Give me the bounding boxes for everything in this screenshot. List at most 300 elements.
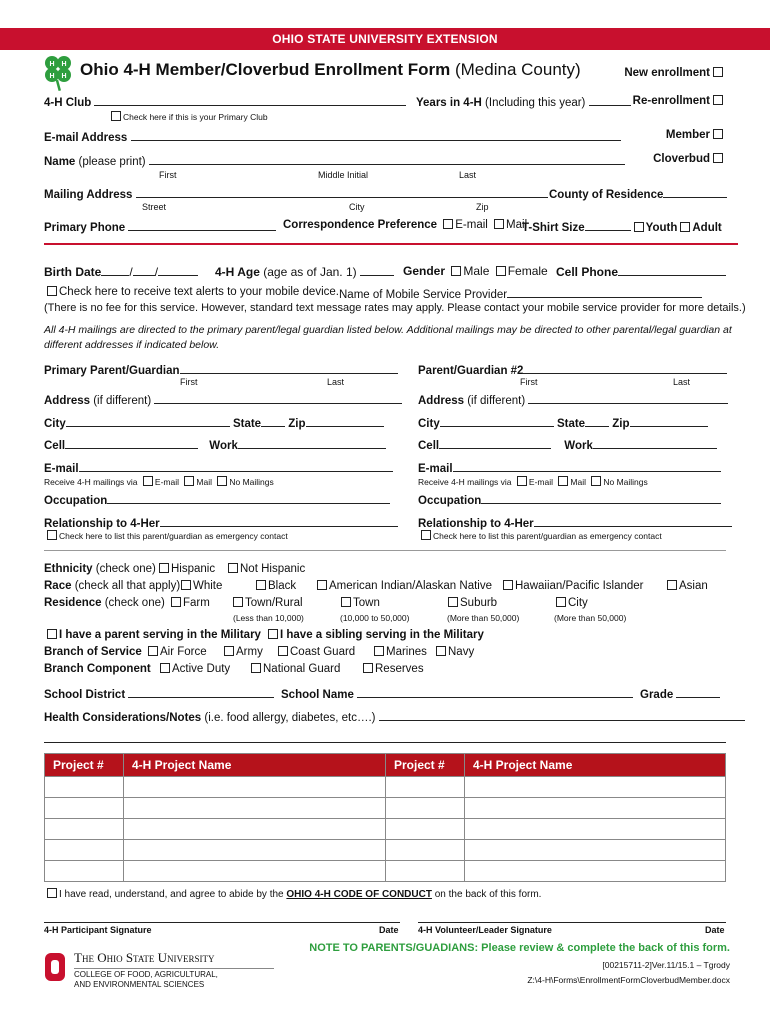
health-note: (i.e. food allergy, diabetes, etc….) [201,712,376,724]
pg-first-hint: First [180,377,198,387]
town-label: Town [353,597,380,609]
pg-r-email: E-mail [154,477,180,487]
checkbox-icon[interactable] [443,219,453,229]
checkbox-icon[interactable] [591,476,601,486]
sibling-military-check[interactable] [265,629,484,641]
participant-signature-line[interactable] [44,922,400,923]
project-table [44,753,726,882]
table-row[interactable] [45,798,726,819]
table-cell[interactable] [45,798,124,819]
white-label: White [193,580,223,592]
g2-occupation-field[interactable] [418,492,721,507]
checkbox-icon[interactable] [341,597,351,607]
birth-day-line[interactable] [133,264,155,276]
birth-month-line[interactable] [101,264,129,276]
primary-guardian-field[interactable] [44,362,398,377]
g2-relationship-line[interactable] [534,515,732,527]
g2-email-line[interactable] [453,460,721,472]
pg-work-line[interactable] [238,437,386,449]
version-ref: [00215711-2]Ver.11/15.1 – Tgrody [602,960,730,970]
checkbox-icon[interactable] [228,563,238,573]
pg-state-line[interactable] [261,415,285,427]
checkbox-icon[interactable] [713,67,723,77]
table-cell[interactable] [124,798,386,819]
g2-phone-row [418,437,717,452]
health-line-1[interactable] [379,709,745,721]
army-option[interactable] [221,646,263,658]
town-rural-option[interactable] [230,597,303,609]
primary-phone-field[interactable] [44,219,276,234]
table-cell[interactable] [386,840,465,861]
suburb-sub: (More than 50,000) [447,613,520,623]
suburb-option[interactable] [445,597,497,609]
g2-relationship-field[interactable] [418,515,732,530]
not-hispanic-label: Not Hispanic [240,563,306,575]
g2-occupation-label: Occupation [418,495,482,507]
birth-date-field[interactable]: Birth Date / / [44,264,198,279]
youth-label: Youth [645,222,678,234]
checkbox-icon[interactable] [713,95,723,105]
checkbox-icon[interactable] [680,222,690,232]
native-option[interactable] [314,580,492,592]
email-input-line[interactable] [131,129,621,141]
project-header-row [45,754,726,777]
checkbox-icon[interactable] [256,580,266,590]
agree-text-end: on the back of this form. [431,889,542,900]
reserves-option[interactable] [360,663,424,675]
osu-block-o-icon [44,952,66,982]
table-cell[interactable] [465,840,726,861]
volunteer-signature-line[interactable] [418,922,726,923]
active-duty-label: Active Duty [172,663,231,675]
checkbox-icon[interactable] [517,476,527,486]
svg-text:H: H [61,73,67,80]
reserves-label: Reserves [375,663,424,675]
col-project-name-2: 4-H Project Name [465,754,726,777]
section-divider [44,550,726,551]
pg-receive-row [44,476,274,487]
city-option[interactable] [553,597,588,609]
g2-zip-label: Zip [612,418,630,430]
checkbox-icon[interactable] [251,663,261,673]
title-main: Ohio 4-H Member/Cloverbud Enrollment Form [80,60,451,79]
table-cell[interactable] [124,777,386,798]
table-cell[interactable] [465,861,726,882]
coast-guard-option[interactable] [275,646,355,658]
email-field[interactable] [44,129,621,144]
checkbox-icon[interactable] [503,580,513,590]
email-label: E-mail Address [44,132,128,144]
table-cell[interactable] [386,777,465,798]
hispanic-option[interactable] [156,563,215,575]
component-label: Branch Component [44,663,151,675]
navy-label: Navy [448,646,475,658]
name-input-line[interactable] [149,153,625,165]
re-enrollment-label: Re-enrollment [632,95,710,107]
participant-sig-label: 4-H Participant Signature [44,925,152,935]
tshirt-label: T-Shirt Size [522,222,585,234]
birth-year-line[interactable] [158,264,198,276]
table-cell[interactable] [386,798,465,819]
gender-label: Gender [403,264,446,278]
second-guardian-field[interactable] [418,362,727,377]
checkbox-icon[interactable] [143,476,153,486]
cell-phone-field[interactable] [556,264,726,279]
club-label: 4-H Club [44,97,92,109]
active-duty-option[interactable] [157,663,230,675]
phone-label: Primary Phone [44,222,126,234]
table-cell[interactable] [465,798,726,819]
checkbox-icon[interactable] [556,597,566,607]
pg-address-note: (if different) [90,395,152,407]
pg-email-line[interactable] [79,460,393,472]
city-sub: (More than 50,000) [554,613,627,623]
county-input-line[interactable] [663,186,727,198]
table-cell[interactable] [465,777,726,798]
osu-college-line2: AND ENVIRONMENTAL SCIENCES [74,980,205,989]
checkbox-icon[interactable] [558,476,568,486]
osu-college-line1: COLLEGE OF FOOD, AGRICULTURAL, [74,970,218,979]
cell-input-line[interactable] [618,264,726,276]
pg-zip-label: Zip [288,418,306,430]
checkbox-icon[interactable] [159,563,169,573]
checkbox-icon[interactable] [160,663,170,673]
national-guard-option[interactable] [248,663,340,675]
pg-zip-line[interactable] [306,415,384,427]
osu-divider [74,968,274,969]
member-option[interactable] [666,129,725,141]
checkbox-icon[interactable] [448,597,458,607]
name-label: Name [44,156,76,168]
g2-relationship-label: Relationship to 4-Her [418,518,534,530]
checkbox-icon[interactable] [233,597,243,607]
table-row[interactable] [45,861,726,882]
checkbox-icon[interactable] [47,888,57,898]
text-alerts-check[interactable] [44,286,339,298]
pg-r-none: No Mailings [229,477,274,487]
volunteer-date-label: Date [705,925,725,935]
asian-option[interactable] [664,580,708,592]
primary-club-check[interactable] [108,111,268,122]
marines-option[interactable] [371,646,427,658]
checkbox-icon[interactable] [181,580,191,590]
member-label: Member [665,129,710,141]
participant-date-label: Date [379,925,399,935]
checkbox-icon[interactable] [268,629,278,639]
checkbox-icon[interactable] [47,530,57,540]
ethnicity-row [44,563,156,575]
native-label: American Indian/Alaskan Native [329,580,492,592]
pg-r-mail: Mail [196,477,212,487]
ethnicity-note: (check one) [92,563,156,575]
pg-occupation-label: Occupation [44,495,108,507]
g2-emergency-label: Check here to list this parent/guardian as emergency contact [433,531,662,541]
g2-address-label: Address [418,395,465,407]
pg-email-field[interactable] [44,460,393,475]
army-label: Army [236,646,263,658]
years-input-line[interactable] [589,94,631,106]
mailing-note-line2: different addresses if indicated below. [44,339,220,351]
years-note: (Including this year) [481,97,586,109]
g2-r-email: E-mail [528,477,554,487]
checkbox-icon[interactable] [436,646,446,656]
tshirt-input-line[interactable] [585,219,631,231]
pg-emergency-label: Check here to list this parent/guardian as emergency contact [59,531,288,541]
checkbox-icon[interactable] [278,646,288,656]
checkbox-icon[interactable] [421,530,431,540]
pg-last-hint: Last [327,377,345,387]
mailing-note-line1: All 4-H mailings are directed to the primary parent/legal guardian listed below. Additional mailings may be directed to other parental/legal guardian at [44,324,732,336]
race-row [44,580,180,592]
corr-mail-label: Mail [506,219,528,231]
parent-military-check[interactable] [44,629,261,641]
health-label: Health Considerations/Notes [44,712,202,724]
zip-hint: Zip [476,202,489,212]
pg-relationship-field[interactable] [44,515,398,530]
provider-field[interactable] [339,286,702,301]
g2-email-field[interactable] [418,460,721,475]
cloverbud-option[interactable] [653,153,725,165]
checkbox-icon[interactable] [184,476,194,486]
corr-label: Correspondence Preference [283,219,438,231]
table-cell[interactable] [465,819,726,840]
county-label: County of Residence [549,189,664,201]
town-option[interactable] [338,597,380,609]
no-fee-note: (There is no fee for this service. However, standard text message rates may apply. Please contact your mobile service provider for more details.) [44,302,746,314]
race-label: Race [44,580,72,592]
years-field[interactable] [416,94,631,109]
grade-line[interactable] [676,686,720,698]
farm-option[interactable] [168,597,210,609]
town-rural-sub: (Less than 10,000) [233,613,304,623]
table-cell[interactable] [124,819,386,840]
club-field[interactable] [44,94,406,109]
tshirt-field[interactable] [522,219,722,234]
mailing-field[interactable] [44,186,548,201]
g2-state-label: State [556,418,586,430]
school-district-field[interactable] [44,686,274,701]
suburb-label: Suburb [460,597,498,609]
race-note: (check all that apply) [71,580,181,592]
g2-address-field[interactable] [418,392,728,407]
air-force-label: Air Force [160,646,207,658]
col-project-name: 4-H Project Name [124,754,386,777]
school-name-label: School Name [281,689,354,701]
marines-label: Marines [386,646,427,658]
pg-relationship-label: Relationship to 4-Her [44,518,160,530]
pg-relationship-line[interactable] [160,515,398,527]
corr-email-label: E-mail [455,219,488,231]
ethnicity-label: Ethnicity [44,563,93,575]
name-field[interactable] [44,153,625,168]
pg-receive-label: Receive 4-H mailings via [44,477,138,487]
town-rural-label: Town/Rural [245,597,303,609]
coast-guard-label: Coast Guard [290,646,356,658]
pg-address-label: Address [44,395,91,407]
g2-emergency-check[interactable] [418,530,662,541]
g2-work-line[interactable] [593,437,717,449]
name-last-hint: Last [459,170,477,180]
table-cell[interactable] [386,819,465,840]
air-force-option[interactable] [145,646,207,658]
file-path-ref: Z:\4-H\Forms\EnrollmentFormCloverbudMember.docx [527,975,730,985]
grade-field[interactable] [640,686,720,701]
pg-occupation-field[interactable] [44,492,390,507]
pg-cell-line[interactable] [65,437,198,449]
checkbox-icon[interactable] [224,646,234,656]
g2-cell-label: Cell [418,440,440,452]
new-enrollment-option[interactable] [624,67,725,79]
health-field[interactable] [44,709,745,724]
g2-receive-row [418,476,648,487]
name-note: (please print) [75,156,146,168]
hawaiian-label: Hawaiian/Pacific Islander [515,580,644,592]
checkbox-icon[interactable] [451,266,461,276]
g2-address-note: (if different) [464,395,526,407]
female-label: Female [507,264,548,278]
pg-city-label: City [44,418,66,430]
white-option[interactable] [178,580,222,592]
re-enrollment-option[interactable] [633,95,725,107]
school-name-field[interactable] [281,686,633,701]
agree-text: I have read, understand, and agree to abide by the [59,889,287,900]
mailing-label: Mailing Address [44,189,133,201]
table-cell[interactable] [45,840,124,861]
cell-label: Cell Phone [556,265,619,279]
checkbox-icon[interactable] [148,646,158,656]
g2-receive-label: Receive 4-H mailings via [418,477,512,487]
county-field[interactable] [549,186,727,201]
extension-banner: OHIO STATE UNIVERSITY EXTENSION [0,28,770,50]
school-district-line[interactable] [128,686,274,698]
male-label: Male [463,264,490,278]
town-sub: (10,000 to 50,000) [340,613,410,623]
checkbox-icon[interactable] [317,580,327,590]
g2-occupation-line[interactable] [481,492,721,504]
sibling-military-label: I have a sibling serving in the Military [280,629,484,641]
g2-r-none: No Mailings [603,477,648,487]
club-input-line[interactable] [94,94,406,106]
table-row[interactable] [45,777,726,798]
table-cell[interactable] [45,861,124,882]
pg-address-field[interactable] [44,392,402,407]
code-of-conduct-link[interactable]: OHIO 4-H CODE OF CONDUCT [286,889,432,900]
city-hint: City [349,202,365,212]
checkbox-icon[interactable] [496,266,506,276]
checkbox-icon[interactable] [634,222,644,232]
g2-city-line[interactable] [440,415,554,427]
checkbox-icon[interactable] [494,219,504,229]
g2-cell-line[interactable] [439,437,551,449]
asian-label: Asian [679,580,708,592]
g2-email-label: E-mail [418,463,453,475]
table-cell[interactable] [124,861,386,882]
checkbox-icon[interactable] [217,476,227,486]
pg-state-label: State [232,418,262,430]
checkbox-icon[interactable] [47,286,57,296]
not-hispanic-option[interactable] [225,563,305,575]
name-first-hint: First [159,170,177,180]
checkbox-icon[interactable] [363,663,373,673]
black-option[interactable] [253,580,296,592]
svg-text:H: H [49,61,55,68]
g2-zip-line[interactable] [630,415,708,427]
primary-guardian-label: Primary Parent/Guardian [44,365,180,377]
table-row[interactable] [45,819,726,840]
hawaiian-option[interactable] [500,580,643,592]
residence-label: Residence [44,597,102,609]
checkbox-icon[interactable] [171,597,181,607]
svg-text:H: H [49,73,55,80]
phone-input-line[interactable] [128,219,276,231]
name-middle-hint: Middle Initial [318,170,369,180]
checkbox-icon[interactable] [713,153,723,163]
black-label: Black [268,580,297,592]
health-line-2[interactable] [44,742,726,743]
navy-option[interactable] [433,646,474,658]
new-enrollment-label: New enrollment [624,67,710,79]
provider-label: Name of Mobile Service Provider [339,289,508,301]
col-project-num-2: Project # [386,754,465,777]
pg-emergency-check[interactable] [44,530,288,541]
age-input-line[interactable] [360,264,394,276]
pg-occupation-line[interactable] [107,492,390,504]
pg-address-line[interactable] [154,392,402,404]
table-cell[interactable] [45,777,124,798]
g2-address-line[interactable] [528,392,728,404]
branch-label: Branch of Service [44,646,142,658]
checkbox-icon[interactable] [374,646,384,656]
osu-name: The Ohio State University [74,950,215,965]
col-project-num: Project # [45,754,124,777]
g2-city-label: City [418,418,440,430]
title-county: (Medina County) [450,60,581,79]
checkbox-icon[interactable] [47,629,57,639]
four-leaf-clover-icon [40,54,76,92]
school-name-line[interactable] [357,686,633,698]
second-guardian-label: Parent/Guardian #2 [418,365,524,377]
parent-military-label: I have a parent serving in the Military [59,629,261,641]
table-cell[interactable] [124,840,386,861]
code-of-conduct-check[interactable] [44,888,541,900]
table-cell[interactable] [386,861,465,882]
checkbox-icon[interactable] [111,111,121,121]
pg-city-line[interactable] [66,415,230,427]
table-cell[interactable] [45,819,124,840]
table-row[interactable] [45,840,726,861]
g2-city-row [418,415,708,430]
second-guardian-line[interactable] [523,362,727,374]
svg-text:H: H [61,61,67,68]
residence-row [44,597,165,609]
g2-last-hint: Last [673,377,691,387]
school-district-label: School District [44,689,126,701]
checkbox-icon[interactable] [713,129,723,139]
g2-state-line[interactable] [585,415,609,427]
checkbox-icon[interactable] [667,580,677,590]
cloverbud-label: Cloverbud [653,153,710,165]
hispanic-label: Hispanic [171,563,216,575]
residence-note: (check one) [101,597,165,609]
text-alerts-label: Check here to receive text alerts to your mobile device. [59,286,339,298]
provider-input-line[interactable] [507,286,702,298]
age-field[interactable] [215,264,394,279]
primary-guardian-line[interactable] [180,362,398,374]
mailing-input-line[interactable] [136,186,548,198]
correspondence-field [283,219,527,231]
pg-cell-label: Cell [44,440,66,452]
city-label: City [568,597,588,609]
